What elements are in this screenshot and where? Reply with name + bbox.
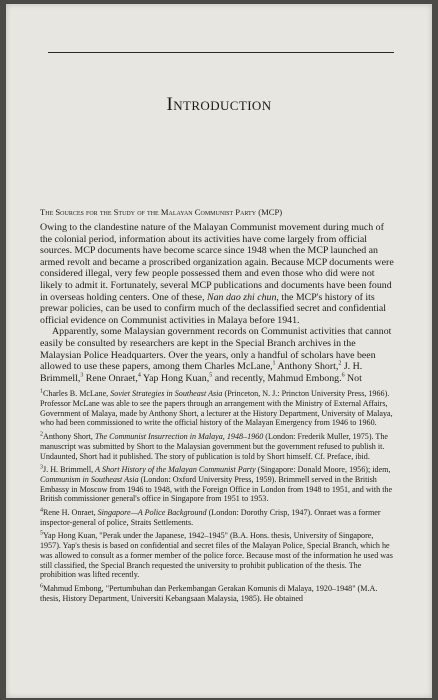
chapter-title: Introduction: [166, 94, 272, 115]
footnote-3: $^3$J. H. Brimmell, A Short History of the Malayan Communist Party (Singapore: Donald Moore, 1956); idem, Communism in Southeast Asia (London: Oxford University Press, 1959). Brimmell served in the British Embassy in Moscow from 1946 to 1948, with the Foreign Office in London from 1948 to 1951, and with the British commissioner general's office in Singapore from 1951 to 1953.: [40, 464, 393, 504]
footnote-ref: 6: [341, 372, 345, 379]
footnote-ref: 4: [137, 372, 141, 379]
footnote-ref: 2: [338, 360, 342, 367]
footnote-6: $^6$Mahmud Embong, "Pertumbuhan dan Perkembangan Gerakan Komunis di Malaya, 1920–1948" (M.A. thesis, History Department, Universiti Kebangsaan Malaysia, 1985). He obtained: [40, 583, 378, 603]
book-title: Nan dao zhi chun: [207, 291, 277, 303]
body-paragraph-1: Owing to the clandestine nature of the Malayan Communist movement during much of the colonial period, information about its activities have come largely from official sources. MCP documents have become scarce since 1948 when the MCP launched an armed revolt and became a proscribed organization again. Because MCP documents were considered illegal, very few people possessed them and even those who did were not likely to admit it. Fortunately, several MCP publications and documents have been found in overseas holding centers. One of these, Nan dao zhi chun, the MCP's history of its prewar policies, can be used to confirm much of the declassified secret and confidential official evidence on Communist activities in Malaya before 1941.: [40, 222, 394, 326]
footnote-ref: 3: [80, 372, 84, 379]
body-paragraph-2: Apparently, some Malaysian government records on Communist activities that cannot easily be consulted by researchers are kept in the Special Branch archives in the Malaysian Police Headquarters. Over the years, only a handful of scholars have been allowed to use these papers, among them Charles McLane,$^1$ Anthony Short,$^2$ J. H. Brimmell,$^3$ Rene Onraet,$^4$ Yap Hong Kuan,$^5$ and recently, Mahmud Embong.$^6$ Not: [40, 326, 392, 384]
footnote-2: $^2$Anthony Short, The Communist Insurrection in Malaya, 1948–1960 (London: Frederik Muller, 1975). The manuscript was submitted by Short to the Malaysian government but the government refused to publish it. Undaunted, Short had it published. The story of publication is told by Short himself. Cf. Preface, ibid.: [40, 431, 389, 461]
book-page: [6, 4, 432, 698]
top-rule: [48, 52, 394, 53]
footnote-4: $^4$Rene H. Onraet, Singapore—A Police Background (London: Dorothy Crisp, 1947). Onraet was a former inspector-general of police, Straits Settlements.: [40, 507, 381, 527]
footnote-1: $^1$Charles B. McLane, Soviet Strategies in Southeast Asia (Princeton, N. J.: Princton University Press, 1966). Professor McLane was able to see the papers through an arrangement with the Ministry of External Affairs, Government of Malaya, made by Anthony Short, a lecturer at the History Department, University of Malaya, who had been commissioned to write the official history of the Malayan Emergency from 1946 to 1960.: [40, 388, 393, 428]
page-content: [40, 207, 396, 607]
footnote-5: $^5$Yap Hong Kuan, "Perak under the Japanese, 1942–1945" (B.A. Hons. thesis, University of Singapore, 1957). Yap's thesis is based on confidential and secret files of the Malayan Police, Special Branch, which he was allowed to consult as a former member of the police force. Because most of the information he used was still classified, the Special Branch requested the university to prohibit publication of the thesis. The prohibition was lifted recently.: [40, 530, 393, 580]
footnote-ref: 1: [272, 360, 276, 367]
section-heading: The Sources for the Study of the Malayan Communist Party (MCP): [40, 207, 283, 217]
footnote-ref: 5: [209, 372, 213, 379]
